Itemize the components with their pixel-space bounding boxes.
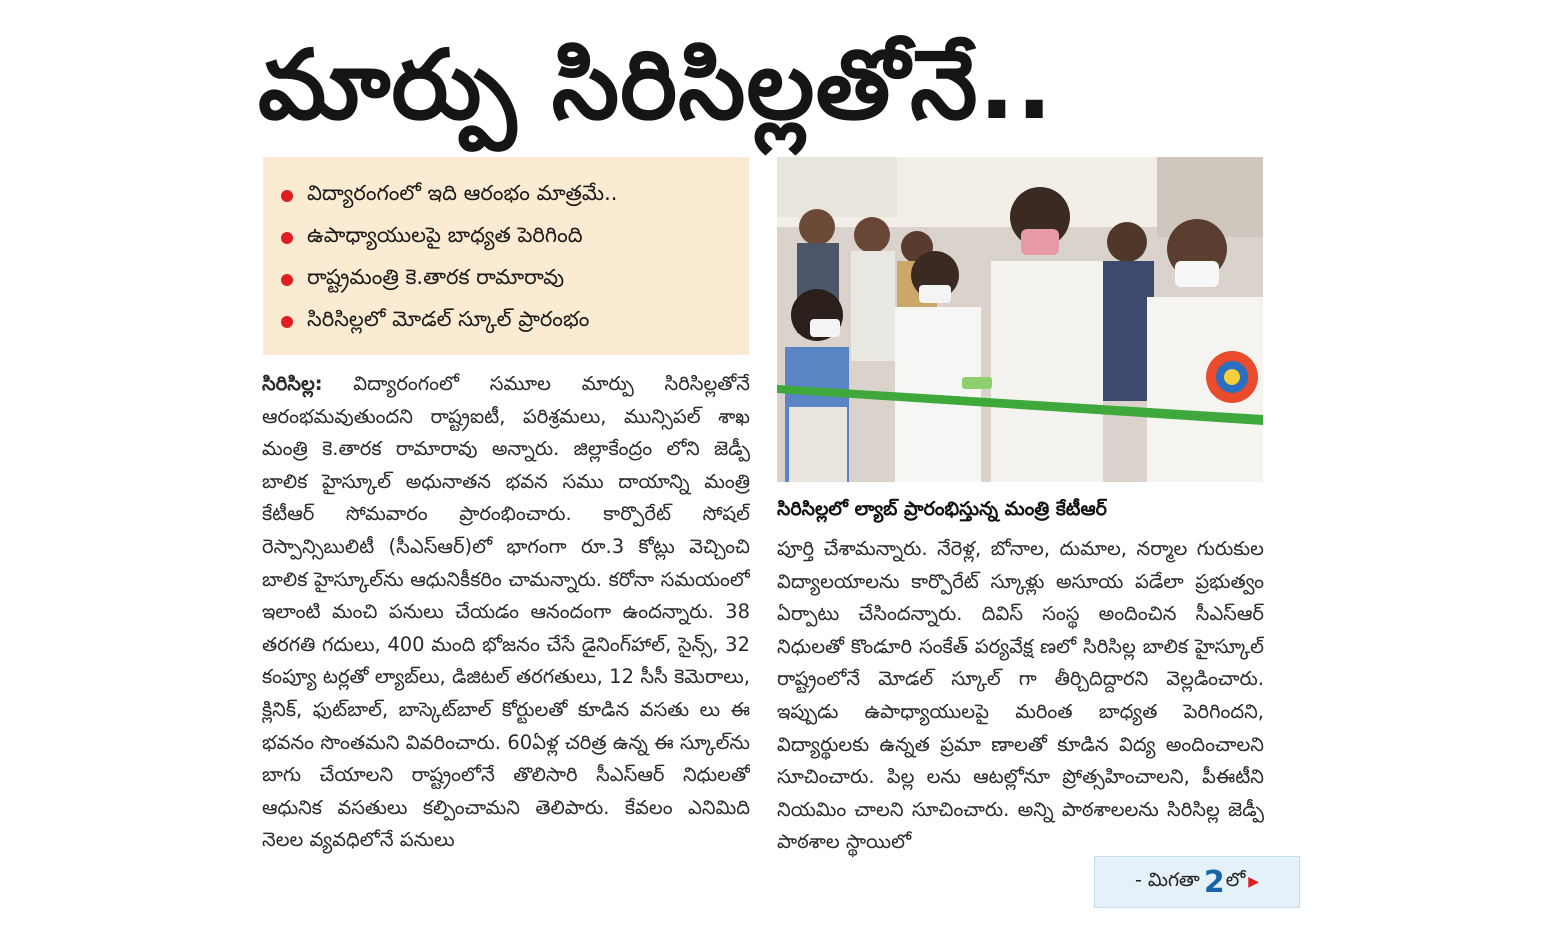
highlight-text: విద్యారంగంలో ఇది ఆరంభం మాత్రమే..	[307, 181, 618, 205]
highlights-box	[263, 157, 749, 355]
highlight-text: ఉపాధ్యాయులపై బాధ్యత పెరిగింది	[307, 223, 583, 247]
article-column-left	[262, 368, 750, 898]
continued-on-page-box[interactable]	[1094, 856, 1300, 908]
article-body-right: పూర్తి చేశామన్నారు. నేరెళ్ల, బోనాల, దుమాల, నర్మాల గురుకుల విద్యాలయాలను కార్పొరేట్ స్కూళ్లు అసూయ పడేలా ప్రభుత్వం ఏర్పాటు చేసిందన్నారు. దివిస్ సంస్థ అందించిన సీఎస్ఆర్ నిధులతో కొండూరి సంకేత్ పర్యవేక్ష ణలో సిరిసిల్ల బాలిక హైస్కూల్ రాష్ట్రంలోనే మోడల్ స్కూల్ గా తీర్చిదిద్దారని వెల్లడించారు. ఇప్పుడు ఉపాధ్యాయులపై మరింత బాధ్యత పెరిగిందని, విద్యార్థులకు ఉన్నత ప్రమా ణాలతో కూడిన విద్య అందించాలని సూచించారు. పిల్ల లను ఆటల్లోనూ ప్రోత్సహించాలని, పీఈటీని నియమిం చాలని సూచించారు. అన్ని పాఠశాలలను సిరిసిల్ల జెడ్పీ పాఠశాల స్థాయిలో	[777, 537, 1264, 854]
news-photo	[777, 157, 1263, 482]
highlight-item	[281, 259, 735, 301]
article-column-right	[777, 533, 1264, 893]
headline: మార్పు సిరిసిల్లతోనే..	[258, 29, 1054, 141]
highlight-item	[281, 217, 735, 259]
highlight-item	[281, 175, 735, 217]
photo-caption: సిరిసిల్లలో ల్యాబ్ ప్రారంభిస్తున్న మంత్రి కేటీఆర్	[777, 498, 1107, 520]
highlight-text: సిరిసిల్లలో మోడల్ స్కూల్ ప్రారంభం	[307, 307, 590, 331]
continued-page-number: 2	[1203, 864, 1225, 900]
bullet-icon	[281, 274, 293, 286]
highlight-item	[281, 301, 735, 343]
bullet-icon	[281, 232, 293, 244]
highlight-text: రాష్ట్రమంత్రి కె.తారక రామారావు	[307, 265, 565, 289]
bullet-icon	[281, 316, 293, 328]
continued-prefix: - మిగతా	[1134, 868, 1200, 891]
continued-suffix: లో	[1225, 868, 1246, 891]
article-body-left: విద్యారంగంలో సమూల మార్పు సిరిసిల్లతోనే ఆరంభమవుతుందని రాష్ట్రఐటీ, పరిశ్రమలు, మున్సిపల్ శాఖ మంత్రి కె.తారక రామారావు అన్నారు. జిల్లాకేంద్రం లోని జెడ్పీ బాలిక హైస్కూల్ అధునాతన భవన సము దాయాన్ని మంత్రి కేటీఆర్ సోమవారం ప్రారంభించారు. కార్పొరేట్ సోషల్ రెస్పాన్సిబులిటీ (సీఎస్ఆర్)లో భాగంగా రూ.3 కోట్లు వెచ్చించి బాలిక హైస్కూల్‌ను ఆధునికీకరిం చామన్నారు. కరోనా సమయంలో ఇలాంటి మంచి పనులు చేయడం ఆనందంగా ఉందన్నారు. 38 తరగతి గదులు, 400 మంది భోజనం చేసే డైనింగ్‌హాల్, సైన్స్, 32 కంప్యూ టర్లతో ల్యాబ్‌లు, డిజిటల్ తరగతులు, 12 సీసీ కెమెరాలు, క్లినిక్, ఫుట్‌బాల్, బాస్కెట్‌బాల్ కోర్టులతో కూడిన వసతు లు ఈ భవనం సొంతమని వివరించారు. 60ఏళ్ల చరిత్ర ఉన్న ఈ స్కూల్‌ను బాగు చేయాలని రాష్ట్రంలోనే తొలిసారి సీఎస్ఆర్ నిధులతో ఆధునిక వసతులు కల్పించామని తెలిపారు. కేవలం ఎనిమిది నెలల వ్యవధిలోనే పనులు	[262, 372, 750, 852]
dateline: సిరిసిల్ల:	[262, 372, 323, 395]
bullet-icon	[281, 190, 293, 202]
play-arrow-icon: ▶	[1248, 874, 1260, 890]
